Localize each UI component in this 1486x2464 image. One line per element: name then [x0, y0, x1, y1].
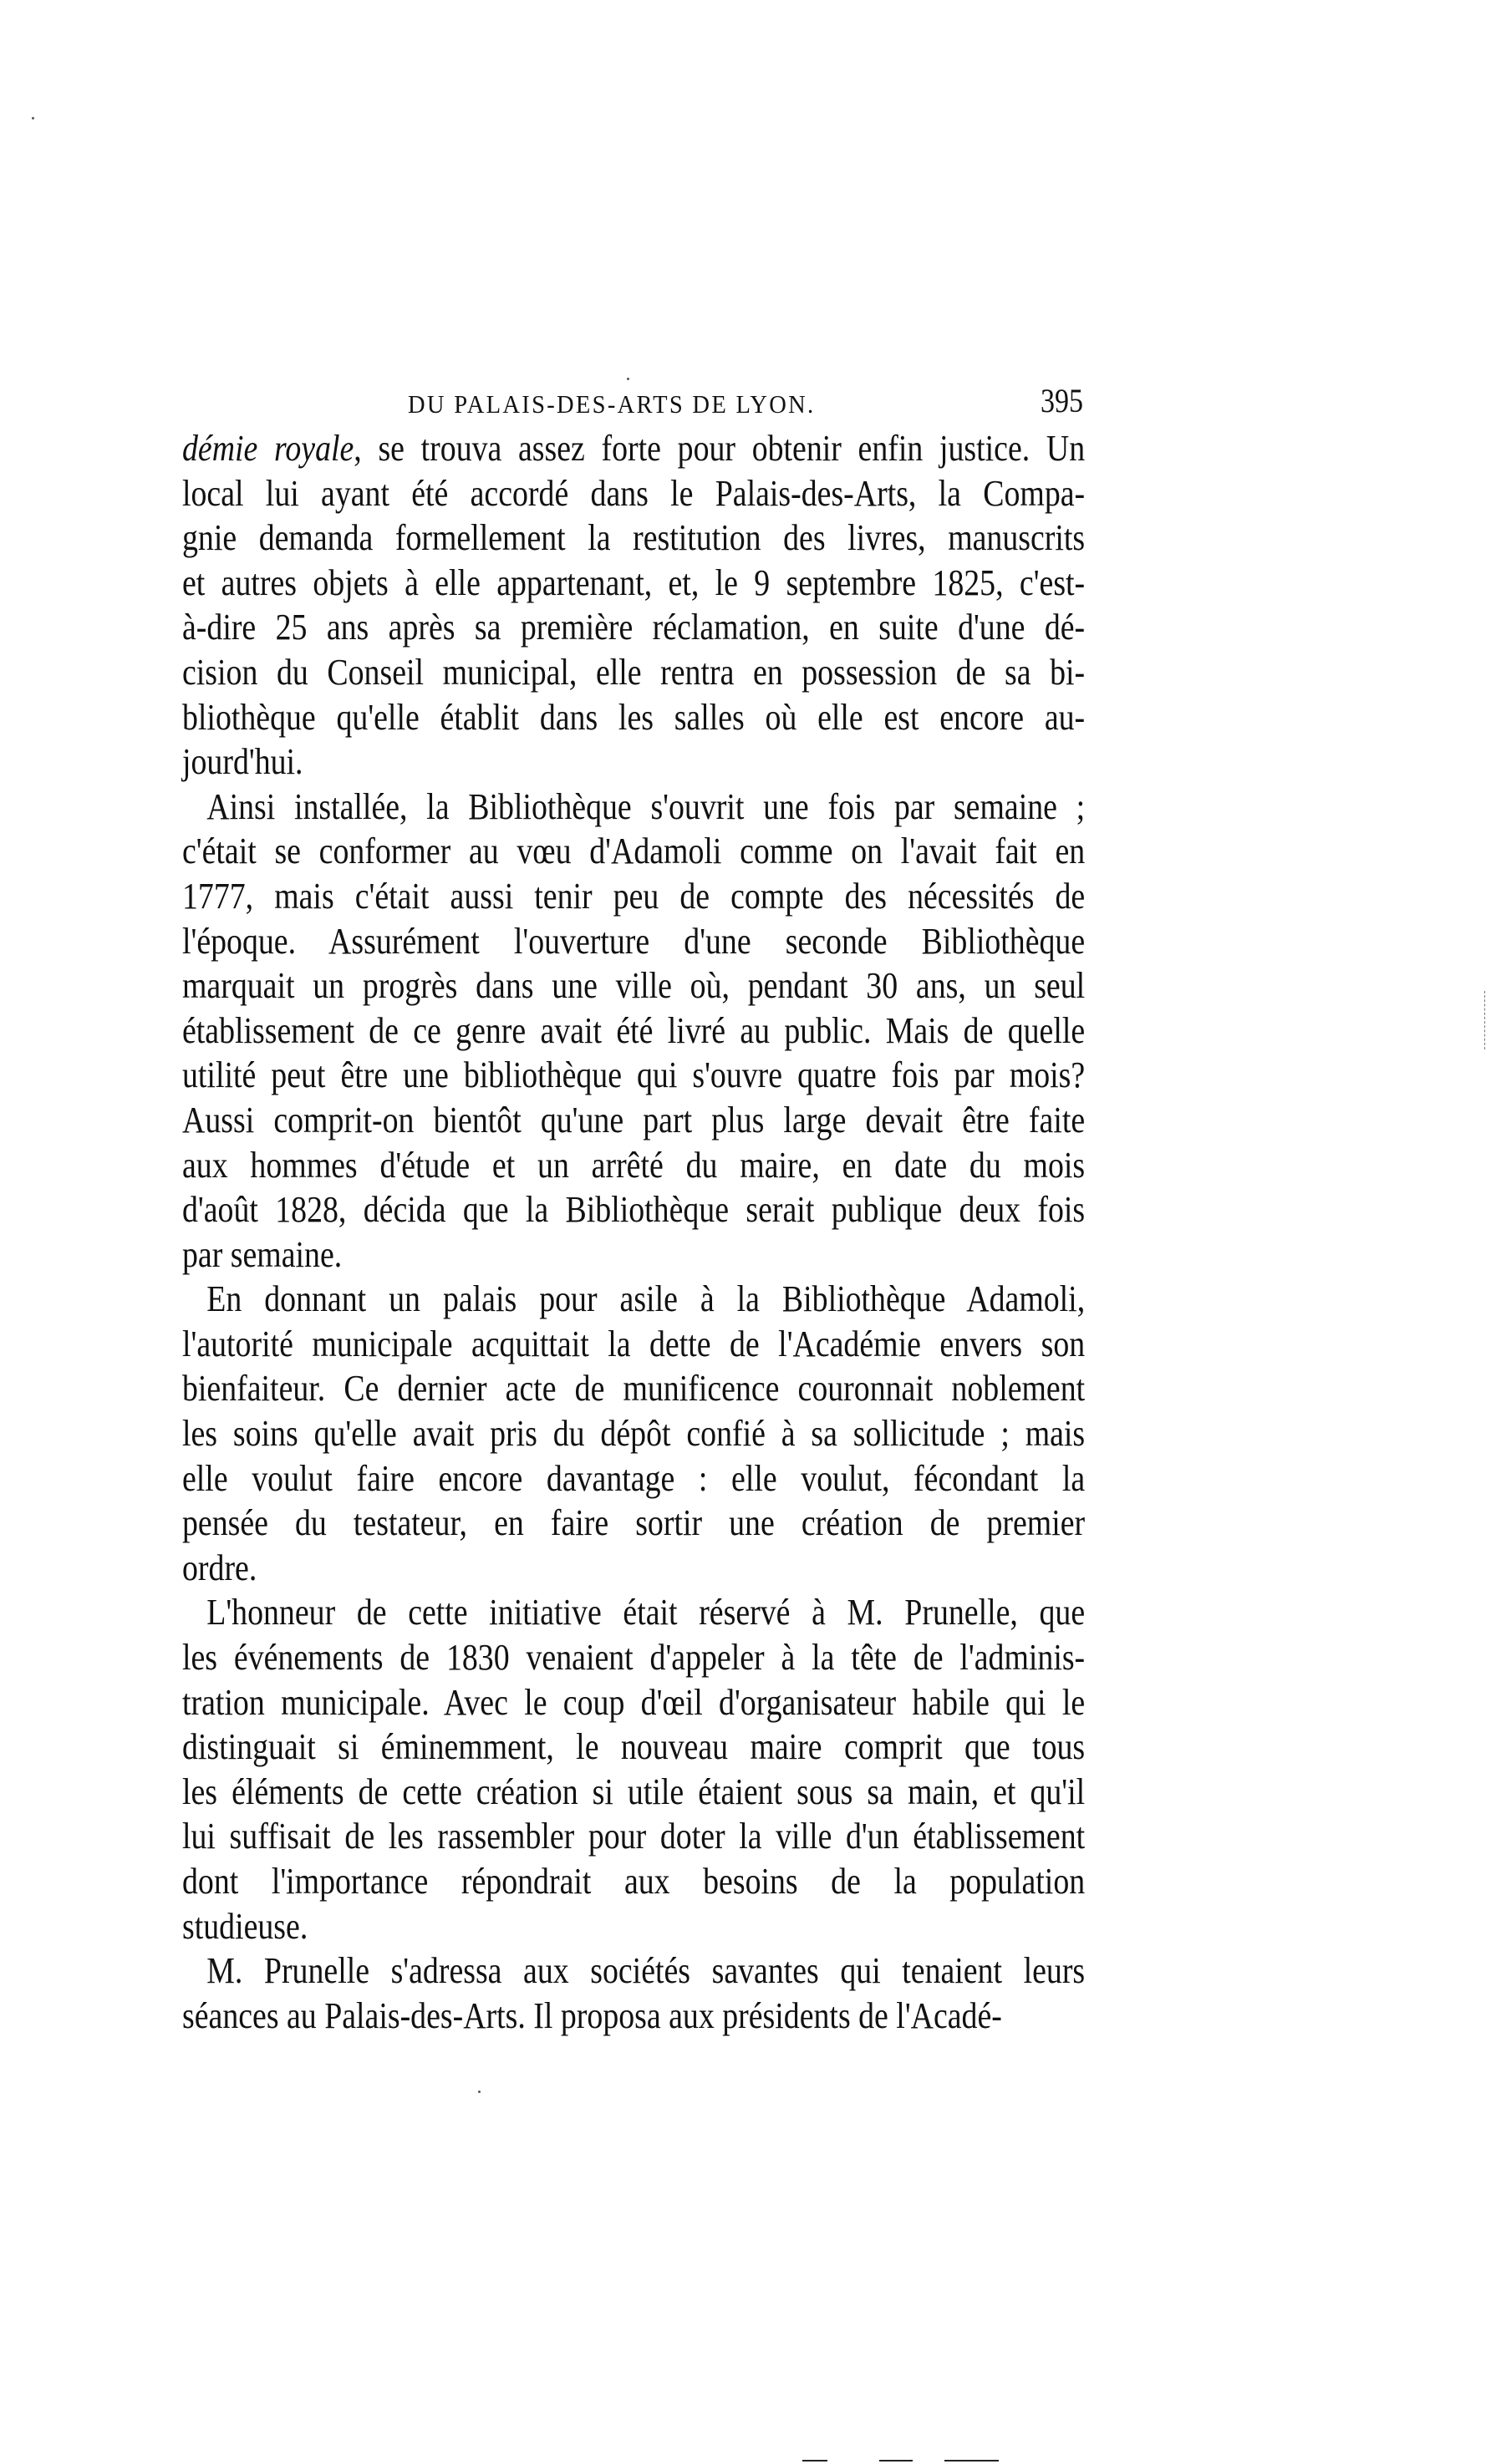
text-line	[182, 1277, 1085, 1322]
text-line	[182, 1232, 1085, 1278]
line-text: les soins qu'elle avait pris du dépôt confié à sa sollicitude ; mais	[182, 1413, 1086, 1455]
italic-fragment: démie royale	[182, 428, 354, 469]
text-line	[182, 1994, 1085, 2039]
text-line	[182, 516, 1085, 561]
text-line	[182, 1904, 1085, 1949]
line-text: bienfaiteur. Ce dernier acte de munificence couronnait noblement	[182, 1368, 1086, 1410]
line-text: M. Prunelle s'adressa aux sociétés savantes qui tenaient leurs	[206, 1950, 1086, 1992]
scan-artifact-rule	[944, 2460, 999, 2461]
text-line	[182, 739, 1085, 785]
text-line	[182, 1635, 1085, 1680]
line-text: l'autorité municipale acquittait la dette de l'Académie envers son	[182, 1323, 1086, 1364]
body-text	[182, 426, 1085, 2038]
line-text: Ainsi installée, la Bibliothèque s'ouvrit une fois par semaine ;	[206, 785, 1086, 827]
text-line	[182, 1053, 1085, 1098]
line-text: c'était se conformer au vœu d'Adamoli comme on l'avait fait en	[182, 831, 1086, 872]
line-text: l'époque. Assurément l'ouverture d'une seconde Bibliothèque	[182, 920, 1086, 962]
text-line	[182, 874, 1085, 919]
text-line	[182, 650, 1085, 695]
line-text: marquait un progrès dans une ville où, pendant 30 ans, un seul	[182, 965, 1086, 1007]
line-text: cision du Conseil municipal, elle rentra en possession de sa bi-	[182, 651, 1086, 693]
line-text: les événements de 1830 venaient d'appeler à la tête de l'adminis-	[182, 1637, 1086, 1679]
text-line	[182, 1770, 1085, 1815]
text-line	[182, 785, 1085, 830]
line-text: les éléments de cette création si utile étaient sous sa main, et qu'il	[182, 1771, 1086, 1812]
line-text: établissement de ce genre avait été livré au public. Mais de quelle	[182, 1009, 1086, 1051]
line-text: Aussi comprit-on bientôt qu'une part plus large devait être faite	[182, 1099, 1086, 1141]
text-line	[182, 1725, 1085, 1770]
paragraph	[182, 426, 1085, 785]
line-text: par semaine.	[182, 1233, 343, 1275]
text-line	[182, 471, 1085, 516]
paragraph	[182, 1277, 1085, 1590]
page-number: 395	[1041, 382, 1083, 419]
line-text: studieuse.	[182, 1905, 308, 1947]
text-line	[182, 1366, 1085, 1411]
scan-artifact-rule	[879, 2460, 913, 2461]
scan-speck	[627, 378, 629, 380]
line-text: L'honneur de cette initiative était réservé à M. Prunelle, que	[206, 1592, 1086, 1633]
paragraph	[182, 785, 1085, 1278]
text-line	[182, 1546, 1085, 1591]
text-line	[182, 1411, 1085, 1456]
text-line	[182, 1187, 1085, 1232]
text-line	[182, 1322, 1085, 1367]
text-line	[182, 1814, 1085, 1859]
text-line	[182, 605, 1085, 650]
line-text: jourd'hui.	[182, 741, 303, 783]
text-line	[182, 1859, 1085, 1904]
line-text: ordre.	[182, 1547, 257, 1588]
line-text: et autres objets à elle appartenant, et, le 9 septembre 1825, c'est-	[182, 561, 1086, 603]
scan-speck	[478, 2091, 481, 2093]
running-title: DU PALAIS-DES-ARTS DE LYON.	[408, 389, 816, 419]
line-text: distinguait si éminemment, le nouveau maire comprit que tous	[182, 1726, 1086, 1768]
line-text: gnie demanda formellement la restitution des livres, manuscrits	[182, 517, 1086, 559]
text-line	[182, 1143, 1085, 1188]
text-line	[182, 561, 1085, 606]
scan-artifact-rule	[802, 2460, 827, 2461]
line-text: lui suffisait de les rassembler pour doter la ville d'un établissement	[182, 1816, 1086, 1857]
text-line	[182, 963, 1085, 1008]
text-line	[182, 1590, 1085, 1635]
text-line	[182, 1456, 1085, 1501]
line-text: aux hommes d'étude et un arrêté du maire, en date du mois	[182, 1144, 1086, 1186]
text-line	[182, 919, 1085, 964]
line-text: dont l'importance répondrait aux besoins de la population	[182, 1861, 1086, 1902]
text-line	[182, 1948, 1085, 1994]
paragraph	[182, 1948, 1085, 2038]
text-line	[182, 1098, 1085, 1143]
line-text: local lui ayant été accordé dans le Palais-des-Arts, la Compa-	[182, 472, 1086, 514]
text-line	[182, 1008, 1085, 1054]
line-text: d'août 1828, décida que la Bibliothèque serait publique deux fois	[182, 1189, 1086, 1231]
line-text: bliothèque qu'elle établit dans les salles où elle est encore au-	[182, 696, 1086, 738]
text-line	[182, 426, 1085, 471]
text-line	[182, 1680, 1085, 1725]
running-head	[182, 381, 1102, 431]
line-text: elle voulut faire encore davantage : elle voulut, fécondant la	[182, 1457, 1086, 1499]
line-text: tration municipale. Avec le coup d'œil d'organisateur habile qui le	[182, 1681, 1086, 1723]
line-text: séances au Palais-des-Arts. Il proposa aux présidents de l'Acadé-	[182, 1994, 1002, 2036]
line-text: 1777, mais c'était aussi tenir peu de compte des nécessités de	[182, 875, 1086, 917]
paragraph	[182, 1590, 1085, 1948]
line-text: , se trouva assez forte pour obtenir enfin justice. Un	[354, 428, 1086, 469]
line-text: utilité peut être une bibliothèque qui s'ouvre quatre fois par mois?	[182, 1054, 1086, 1096]
scan-speck	[32, 117, 34, 119]
line-text: pensée du testateur, en faire sortir une création de premier	[182, 1502, 1086, 1544]
text-line	[182, 1501, 1085, 1546]
text-line	[182, 829, 1085, 874]
line-text: à-dire 25 ans après sa première réclamation, en suite d'une dé-	[182, 607, 1086, 648]
text-line	[182, 695, 1085, 740]
line-text: En donnant un palais pour asile à la Bibliothèque Adamoli,	[206, 1278, 1086, 1320]
